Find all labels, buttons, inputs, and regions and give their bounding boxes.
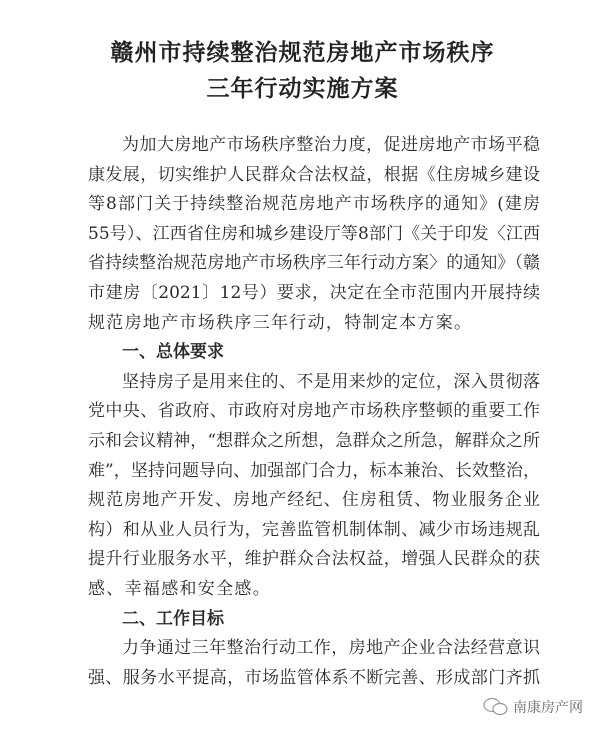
text-line: 为加大房地产市场秩序整治力度，促进房地产市场平稳 xyxy=(122,135,540,155)
text-line: 市建房〔2021〕12号）要求，决定在全市范围内开展持续 xyxy=(88,282,540,303)
text-line: 55号）、江西省住房和城乡建设厅等8部门《关于印发〈江西 xyxy=(88,223,540,244)
document-body xyxy=(88,131,540,693)
wechat-icon xyxy=(483,697,509,717)
text-line: 坚持房子是用来住的、不是用来炒的定位，深入贯彻落 xyxy=(122,371,540,392)
text-line: 提升行业服务水平，维护群众合法权益，增强人民群众的获 xyxy=(88,549,540,570)
text-line: 康发展，切实维护人民群众合法权益，根据《住房城乡建设 xyxy=(88,164,540,185)
text-line: 强、服务水平提高，市场监管体系不断完善、形成部门齐抓 xyxy=(88,667,540,688)
text-line: 省持续整治规范房地产市场秩序三年行动方案〉的通知》（赣 xyxy=(88,253,540,274)
text-line: 示和会议精神，“想群众之所想，急群众之所急，解群众之所 xyxy=(88,430,540,451)
text-line: 党中央、省政府、市政府对房地产市场秩序整顿的重要工作 xyxy=(88,401,540,422)
text-line: 力争通过三年整治行动工作，房地产企业合法经营意识 xyxy=(122,638,540,659)
text-line: 难”，坚持问题导向、加强部门合力，标本兼治、长效整治， xyxy=(88,460,540,481)
text-line: 感、幸福感和安全感。 xyxy=(88,578,271,599)
text-line: 等8部门关于持续整治规范房地产市场秩序的通知》(建房 xyxy=(88,194,540,215)
document-title-line-2: 三年行动实施方案 xyxy=(206,75,399,102)
text-line: 规范房地产开发、房地产经纪、住房租赁、物业服务企业 xyxy=(88,490,540,511)
document-title-line-1: 赣州市持续整治规范房地产市场秩序 xyxy=(110,39,495,66)
section-heading: 二、工作目标 xyxy=(122,608,224,629)
text-line: 构）和从业人员行为，完善监管机制体制、减少市场违规乱 xyxy=(88,519,540,540)
watermark-text: 南康房产网 xyxy=(513,700,583,716)
text-line: 规范房地产市场秩序三年行动，特制定本方案。 xyxy=(88,312,473,333)
watermark xyxy=(483,697,583,717)
section-heading: 一、总体要求 xyxy=(122,342,224,363)
